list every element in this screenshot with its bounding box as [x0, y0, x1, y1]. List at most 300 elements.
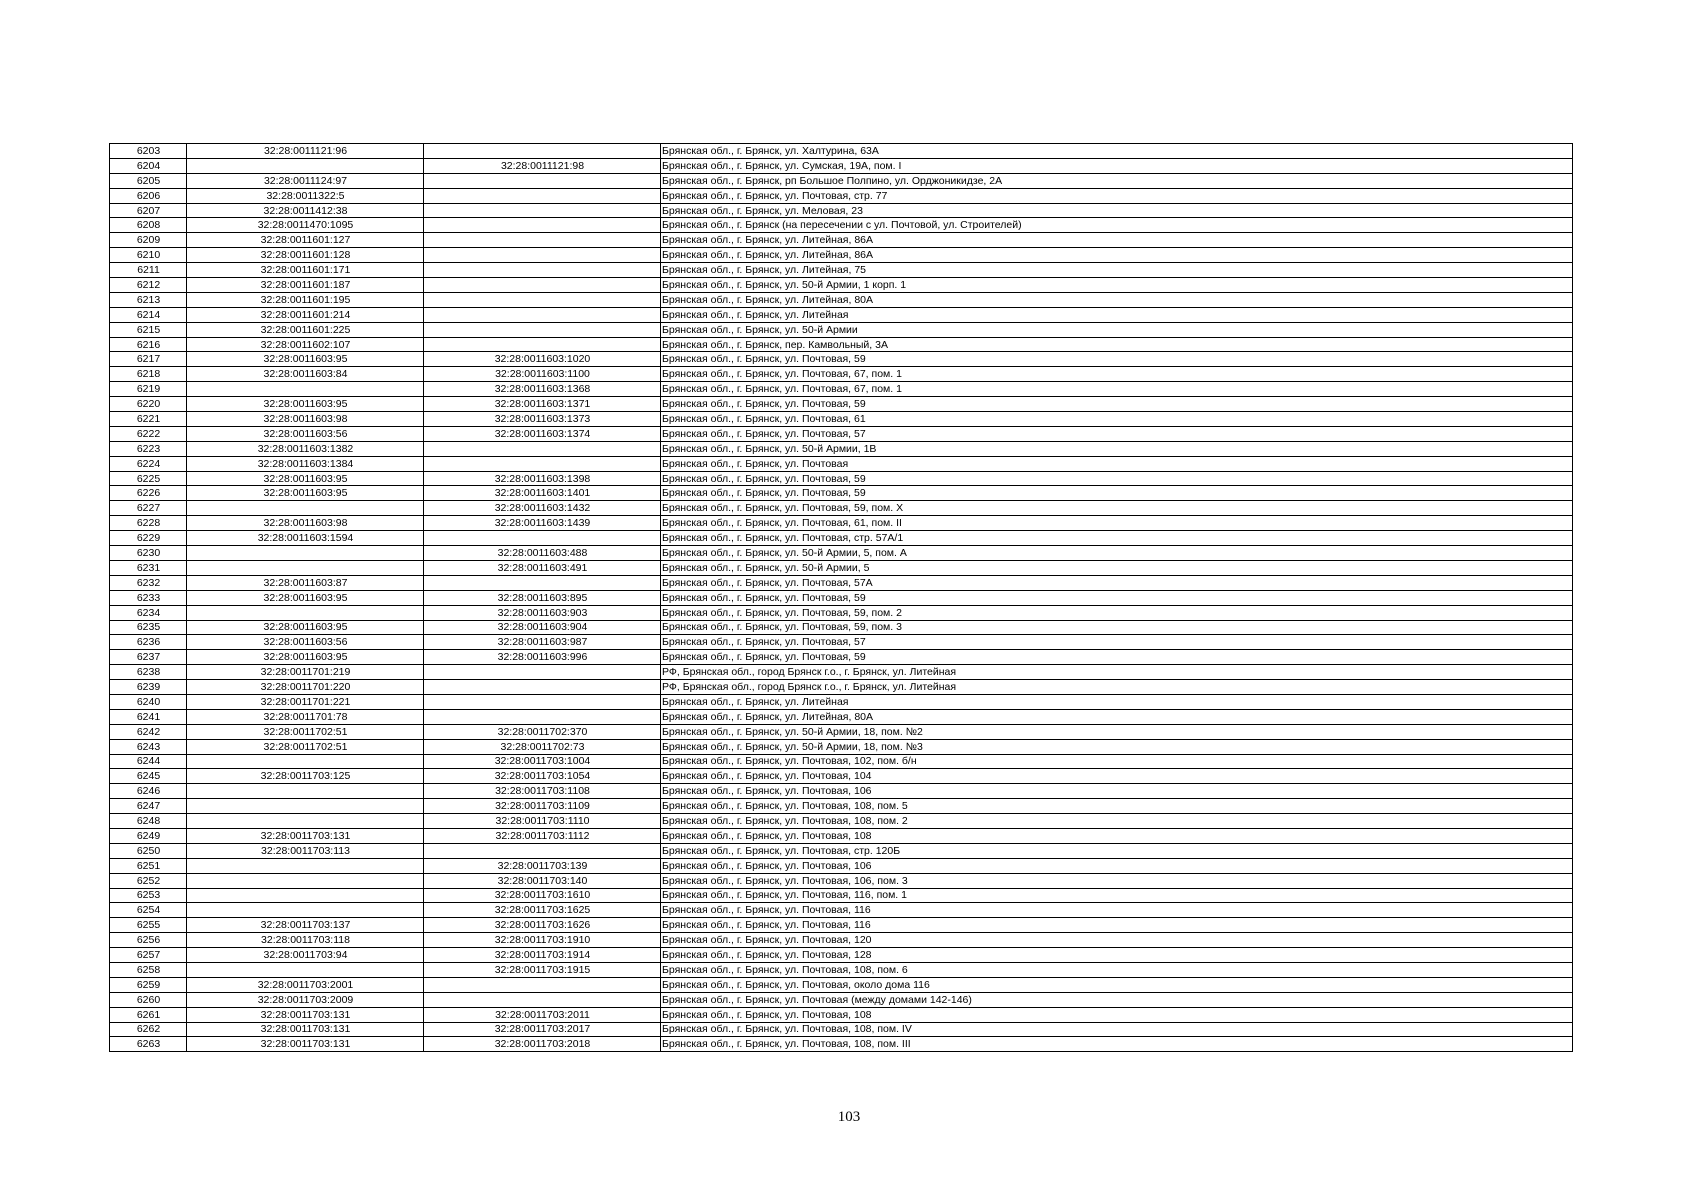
row-number-cell: 6211: [110, 263, 187, 278]
address-cell: Брянская обл., г. Брянск, ул. Почтовая, 106: [661, 784, 1573, 799]
address-cell: Брянская обл., г. Брянск, ул. Литейная, 75: [661, 263, 1573, 278]
cadastral-number-cell: [187, 903, 424, 918]
building-cadastral-number-cell: [424, 531, 661, 546]
cadastral-number-cell: 32:28:0011702:51: [187, 724, 424, 739]
table-row: [110, 828, 1573, 843]
cadastral-number-cell: 32:28:0011701:219: [187, 665, 424, 680]
building-cadastral-number-cell: [424, 203, 661, 218]
row-number-cell: 6237: [110, 650, 187, 665]
row-number-cell: 6232: [110, 575, 187, 590]
address-cell: Брянская обл., г. Брянск, ул. Почтовая, 61: [661, 412, 1573, 427]
table-row: [110, 962, 1573, 977]
address-cell: Брянская обл., г. Брянск, ул. Почтовая, 108, пом. 5: [661, 799, 1573, 814]
table-row: [110, 620, 1573, 635]
registry-table-body: [110, 144, 1573, 1052]
address-cell: Брянская обл., г. Брянск, ул. Почтовая, 59, пом. X: [661, 501, 1573, 516]
cadastral-number-cell: 32:28:0011702:51: [187, 739, 424, 754]
table-row: [110, 694, 1573, 709]
cadastral-number-cell: [187, 962, 424, 977]
table-row: [110, 278, 1573, 293]
building-cadastral-number-cell: [424, 248, 661, 263]
building-cadastral-number-cell: 32:28:0011603:996: [424, 650, 661, 665]
row-number-cell: 6228: [110, 516, 187, 531]
building-cadastral-number-cell: [424, 292, 661, 307]
cadastral-number-cell: 32:28:0011703:118: [187, 933, 424, 948]
building-cadastral-number-cell: [424, 680, 661, 695]
address-cell: Брянская обл., г. Брянск, ул. Литейная, 86А: [661, 248, 1573, 263]
address-cell: Брянская обл., г. Брянск, ул. Литейная: [661, 694, 1573, 709]
table-row: [110, 977, 1573, 992]
row-number-cell: 6208: [110, 218, 187, 233]
table-row: [110, 322, 1573, 337]
cadastral-number-cell: [187, 501, 424, 516]
building-cadastral-number-cell: 32:28:0011703:1054: [424, 769, 661, 784]
cadastral-number-cell: [187, 814, 424, 829]
cadastral-number-cell: 32:28:0011601:195: [187, 292, 424, 307]
cadastral-number-cell: 32:28:0011703:131: [187, 1007, 424, 1022]
table-row: [110, 992, 1573, 1007]
table-row: [110, 382, 1573, 397]
address-cell: Брянская обл., г. Брянск, ул. Почтовая, 59: [661, 486, 1573, 501]
building-cadastral-number-cell: 32:28:0011603:987: [424, 635, 661, 650]
table-row: [110, 337, 1573, 352]
cadastral-number-cell: [187, 799, 424, 814]
address-cell: Брянская обл., г. Брянск, ул. Почтовая, стр. 77: [661, 188, 1573, 203]
building-cadastral-number-cell: 32:28:0011703:1109: [424, 799, 661, 814]
cadastral-number-cell: 32:28:0011601:187: [187, 278, 424, 293]
building-cadastral-number-cell: 32:28:0011603:904: [424, 620, 661, 635]
row-number-cell: 6226: [110, 486, 187, 501]
cadastral-number-cell: 32:28:0011603:98: [187, 412, 424, 427]
building-cadastral-number-cell: 32:28:0011603:1374: [424, 426, 661, 441]
address-cell: Брянская обл., г. Брянск, рп Большое Полпино, ул. Орджоникидзе, 2А: [661, 173, 1573, 188]
row-number-cell: 6247: [110, 799, 187, 814]
table-row: [110, 546, 1573, 561]
row-number-cell: 6241: [110, 709, 187, 724]
table-row: [110, 590, 1573, 605]
cadastral-number-cell: [187, 784, 424, 799]
building-cadastral-number-cell: 32:28:0011703:1112: [424, 828, 661, 843]
building-cadastral-number-cell: [424, 278, 661, 293]
address-cell: Брянская обл., г. Брянск, ул. Почтовая, 106, пом. 3: [661, 873, 1573, 888]
cadastral-number-cell: 32:28:0011603:56: [187, 426, 424, 441]
building-cadastral-number-cell: 32:28:0011703:139: [424, 858, 661, 873]
address-cell: Брянская обл., г. Брянск, ул. Почтовая, 116, пом. 1: [661, 888, 1573, 903]
table-row: [110, 799, 1573, 814]
building-cadastral-number-cell: [424, 218, 661, 233]
cadastral-number-cell: [187, 888, 424, 903]
address-cell: Брянская обл., г. Брянск, ул. Литейная, 86А: [661, 233, 1573, 248]
address-cell: Брянская обл., г. Брянск, ул. Литейная, 80А: [661, 709, 1573, 724]
row-number-cell: 6253: [110, 888, 187, 903]
row-number-cell: 6261: [110, 1007, 187, 1022]
building-cadastral-number-cell: 32:28:0011603:1368: [424, 382, 661, 397]
address-cell: Брянская обл., г. Брянск, ул. Почтовая, 108, пом. 6: [661, 962, 1573, 977]
building-cadastral-number-cell: [424, 322, 661, 337]
table-row: [110, 665, 1573, 680]
cadastral-number-cell: 32:28:0011703:2001: [187, 977, 424, 992]
cadastral-number-cell: 32:28:0011470:1095: [187, 218, 424, 233]
address-cell: Брянская обл., г. Брянск, ул. Почтовая, стр. 120Б: [661, 843, 1573, 858]
registry-table: [109, 143, 1573, 1052]
table-row: [110, 560, 1573, 575]
table-row: [110, 739, 1573, 754]
row-number-cell: 6257: [110, 948, 187, 963]
row-number-cell: 6244: [110, 754, 187, 769]
building-cadastral-number-cell: 32:28:0011121:98: [424, 158, 661, 173]
row-number-cell: 6263: [110, 1037, 187, 1052]
table-row: [110, 412, 1573, 427]
row-number-cell: 6219: [110, 382, 187, 397]
building-cadastral-number-cell: 32:28:0011703:1108: [424, 784, 661, 799]
cadastral-number-cell: 32:28:0011601:171: [187, 263, 424, 278]
table-row: [110, 605, 1573, 620]
row-number-cell: 6251: [110, 858, 187, 873]
address-cell: Брянская обл., г. Брянск, ул. 50-й Армии, 1 корп. 1: [661, 278, 1573, 293]
cadastral-number-cell: 32:28:0011603:95: [187, 590, 424, 605]
address-cell: Брянская обл., г. Брянск, ул. Почтовая, 59, пом. 2: [661, 605, 1573, 620]
row-number-cell: 6224: [110, 456, 187, 471]
table-row: [110, 471, 1573, 486]
row-number-cell: 6216: [110, 337, 187, 352]
row-number-cell: 6212: [110, 278, 187, 293]
building-cadastral-number-cell: [424, 709, 661, 724]
cadastral-number-cell: 32:28:0011703:125: [187, 769, 424, 784]
table-row: [110, 1022, 1573, 1037]
building-cadastral-number-cell: [424, 992, 661, 1007]
building-cadastral-number-cell: [424, 233, 661, 248]
row-number-cell: 6246: [110, 784, 187, 799]
building-cadastral-number-cell: 32:28:0011603:1020: [424, 352, 661, 367]
address-cell: РФ, Брянская обл., город Брянск г.о., г. Брянск, ул. Литейная: [661, 665, 1573, 680]
building-cadastral-number-cell: 32:28:0011703:1626: [424, 918, 661, 933]
cadastral-number-cell: 32:28:0011603:1382: [187, 441, 424, 456]
row-number-cell: 6233: [110, 590, 187, 605]
row-number-cell: 6209: [110, 233, 187, 248]
cadastral-number-cell: 32:28:0011603:95: [187, 471, 424, 486]
building-cadastral-number-cell: [424, 665, 661, 680]
building-cadastral-number-cell: [424, 843, 661, 858]
address-cell: Брянская обл., г. Брянск, ул. Почтовая, 108: [661, 828, 1573, 843]
row-number-cell: 6230: [110, 546, 187, 561]
address-cell: Брянская обл., г. Брянск, ул. Почтовая, 102, пом. б/н: [661, 754, 1573, 769]
building-cadastral-number-cell: 32:28:0011603:488: [424, 546, 661, 561]
table-row: [110, 367, 1573, 382]
table-row: [110, 575, 1573, 590]
address-cell: Брянская обл., г. Брянск, ул. Почтовая, 116: [661, 903, 1573, 918]
cadastral-number-cell: 32:28:0011603:84: [187, 367, 424, 382]
address-cell: Брянская обл., г. Брянск, пер. Камвольный, 3А: [661, 337, 1573, 352]
row-number-cell: 6252: [110, 873, 187, 888]
row-number-cell: 6235: [110, 620, 187, 635]
address-cell: Брянская обл., г. Брянск, ул. 50-й Армии, 18, пом. №3: [661, 739, 1573, 754]
table-row: [110, 858, 1573, 873]
cadastral-number-cell: 32:28:0011603:95: [187, 486, 424, 501]
address-cell: Брянская обл., г. Брянск, ул. Почтовая, 108, пом. 2: [661, 814, 1573, 829]
building-cadastral-number-cell: 32:28:0011702:73: [424, 739, 661, 754]
table-row: [110, 203, 1573, 218]
cadastral-number-cell: 32:28:0011703:137: [187, 918, 424, 933]
row-number-cell: 6258: [110, 962, 187, 977]
row-number-cell: 6234: [110, 605, 187, 620]
row-number-cell: 6220: [110, 397, 187, 412]
table-row: [110, 680, 1573, 695]
cadastral-number-cell: 32:28:0011703:131: [187, 1037, 424, 1052]
cadastral-number-cell: 32:28:0011701:78: [187, 709, 424, 724]
row-number-cell: 6215: [110, 322, 187, 337]
building-cadastral-number-cell: [424, 173, 661, 188]
cadastral-number-cell: 32:28:0011603:1384: [187, 456, 424, 471]
address-cell: Брянская обл., г. Брянск, ул. Почтовая, 106: [661, 858, 1573, 873]
cadastral-number-cell: 32:28:0011703:113: [187, 843, 424, 858]
table-row: [110, 307, 1573, 322]
cadastral-number-cell: 32:28:0011603:87: [187, 575, 424, 590]
row-number-cell: 6254: [110, 903, 187, 918]
row-number-cell: 6203: [110, 144, 187, 159]
address-cell: Брянская обл., г. Брянск, ул. 50-й Армии, 18, пом. №2: [661, 724, 1573, 739]
cadastral-number-cell: [187, 382, 424, 397]
address-cell: Брянская обл., г. Брянск, ул. Почтовая, 59: [661, 352, 1573, 367]
building-cadastral-number-cell: 32:28:0011603:1398: [424, 471, 661, 486]
cadastral-number-cell: 32:28:0011412:38: [187, 203, 424, 218]
address-cell: Брянская обл., г. Брянск, ул. Почтовая, 128: [661, 948, 1573, 963]
address-cell: Брянская обл., г. Брянск, ул. Почтовая (между домами 142-146): [661, 992, 1573, 1007]
table-row: [110, 724, 1573, 739]
row-number-cell: 6222: [110, 426, 187, 441]
building-cadastral-number-cell: 32:28:0011703:2011: [424, 1007, 661, 1022]
building-cadastral-number-cell: [424, 307, 661, 322]
cadastral-number-cell: [187, 605, 424, 620]
table-row: [110, 769, 1573, 784]
address-cell: Брянская обл., г. Брянск, ул. Почтовая, 104: [661, 769, 1573, 784]
address-cell: Брянская обл., г. Брянск, ул. Халтурина, 63А: [661, 144, 1573, 159]
table-row: [110, 144, 1573, 159]
table-row: [110, 173, 1573, 188]
cadastral-number-cell: 32:28:0011603:95: [187, 397, 424, 412]
building-cadastral-number-cell: 32:28:0011703:140: [424, 873, 661, 888]
cadastral-number-cell: [187, 546, 424, 561]
row-number-cell: 6256: [110, 933, 187, 948]
address-cell: Брянская обл., г. Брянск, ул. 50-й Армии, 5: [661, 560, 1573, 575]
row-number-cell: 6259: [110, 977, 187, 992]
building-cadastral-number-cell: 32:28:0011603:1371: [424, 397, 661, 412]
row-number-cell: 6240: [110, 694, 187, 709]
address-cell: Брянская обл., г. Брянск, ул. Почтовая, 59: [661, 397, 1573, 412]
table-row: [110, 933, 1573, 948]
cadastral-number-cell: 32:28:0011602:107: [187, 337, 424, 352]
building-cadastral-number-cell: 32:28:0011703:1110: [424, 814, 661, 829]
row-number-cell: 6223: [110, 441, 187, 456]
table-row: [110, 948, 1573, 963]
row-number-cell: 6236: [110, 635, 187, 650]
row-number-cell: 6225: [110, 471, 187, 486]
table-row: [110, 784, 1573, 799]
cadastral-number-cell: 32:28:0011322:5: [187, 188, 424, 203]
building-cadastral-number-cell: 32:28:0011703:2017: [424, 1022, 661, 1037]
building-cadastral-number-cell: 32:28:0011603:895: [424, 590, 661, 605]
cadastral-number-cell: 32:28:0011601:128: [187, 248, 424, 263]
address-cell: Брянская обл., г. Брянск, ул. Почтовая, 59: [661, 471, 1573, 486]
row-number-cell: 6245: [110, 769, 187, 784]
address-cell: Брянская обл., г. Брянск, ул. Почтовая, 108: [661, 1007, 1573, 1022]
row-number-cell: 6207: [110, 203, 187, 218]
cadastral-number-cell: 32:28:0011703:131: [187, 828, 424, 843]
table-row: [110, 263, 1573, 278]
address-cell: Брянская обл., г. Брянск, ул. 50-й Армии, 5, пом. А: [661, 546, 1573, 561]
table-row: [110, 1007, 1573, 1022]
cadastral-number-cell: [187, 560, 424, 575]
cadastral-number-cell: 32:28:0011603:98: [187, 516, 424, 531]
address-cell: Брянская обл., г. Брянск, ул. Почтовая, 59: [661, 590, 1573, 605]
row-number-cell: 6250: [110, 843, 187, 858]
building-cadastral-number-cell: 32:28:0011603:1439: [424, 516, 661, 531]
row-number-cell: 6243: [110, 739, 187, 754]
table-row: [110, 918, 1573, 933]
page-number: 103: [837, 1109, 861, 1125]
row-number-cell: 6206: [110, 188, 187, 203]
table-row: [110, 516, 1573, 531]
row-number-cell: 6231: [110, 560, 187, 575]
building-cadastral-number-cell: 32:28:0011703:1915: [424, 962, 661, 977]
cadastral-number-cell: 32:28:0011701:220: [187, 680, 424, 695]
cadastral-number-cell: 32:28:0011603:95: [187, 650, 424, 665]
table-row: [110, 754, 1573, 769]
cadastral-number-cell: 32:28:0011124:97: [187, 173, 424, 188]
address-cell: Брянская обл., г. Брянск, ул. Почтовая: [661, 456, 1573, 471]
building-cadastral-number-cell: [424, 188, 661, 203]
building-cadastral-number-cell: 32:28:0011603:1401: [424, 486, 661, 501]
row-number-cell: 6214: [110, 307, 187, 322]
cadastral-number-cell: [187, 858, 424, 873]
table-row: [110, 1037, 1573, 1052]
building-cadastral-number-cell: 32:28:0011603:491: [424, 560, 661, 575]
address-cell: Брянская обл., г. Брянск, ул. Почтовая, 108, пом. IV: [661, 1022, 1573, 1037]
table-row: [110, 650, 1573, 665]
table-row: [110, 903, 1573, 918]
building-cadastral-number-cell: [424, 456, 661, 471]
cadastral-number-cell: [187, 754, 424, 769]
table-row: [110, 352, 1573, 367]
table-row: [110, 456, 1573, 471]
building-cadastral-number-cell: [424, 337, 661, 352]
row-number-cell: 6218: [110, 367, 187, 382]
table-row: [110, 531, 1573, 546]
row-number-cell: 6204: [110, 158, 187, 173]
table-row: [110, 888, 1573, 903]
row-number-cell: 6217: [110, 352, 187, 367]
row-number-cell: 6242: [110, 724, 187, 739]
address-cell: Брянская обл., г. Брянск, ул. Литейная, 80А: [661, 292, 1573, 307]
row-number-cell: 6205: [110, 173, 187, 188]
row-number-cell: 6213: [110, 292, 187, 307]
address-cell: Брянская обл., г. Брянск, ул. Почтовая, 57А: [661, 575, 1573, 590]
address-cell: Брянская обл., г. Брянск (на пересечении с ул. Почтовой, ул. Строителей): [661, 218, 1573, 233]
building-cadastral-number-cell: [424, 263, 661, 278]
cadastral-number-cell: 32:28:0011703:94: [187, 948, 424, 963]
building-cadastral-number-cell: 32:28:0011603:1432: [424, 501, 661, 516]
building-cadastral-number-cell: 32:28:0011603:1100: [424, 367, 661, 382]
table-row: [110, 233, 1573, 248]
table-row: [110, 218, 1573, 233]
table-row: [110, 188, 1573, 203]
table-row: [110, 486, 1573, 501]
address-cell: Брянская обл., г. Брянск, ул. Почтовая, 67, пом. 1: [661, 382, 1573, 397]
table-row: [110, 814, 1573, 829]
cadastral-number-cell: 32:28:0011601:225: [187, 322, 424, 337]
address-cell: Брянская обл., г. Брянск, ул. 50-й Армии, 1В: [661, 441, 1573, 456]
row-number-cell: 6227: [110, 501, 187, 516]
cadastral-number-cell: 32:28:0011603:95: [187, 352, 424, 367]
cadastral-number-cell: 32:28:0011701:221: [187, 694, 424, 709]
table-row: [110, 292, 1573, 307]
cadastral-number-cell: 32:28:0011601:214: [187, 307, 424, 322]
table-row: [110, 501, 1573, 516]
table-row: [110, 441, 1573, 456]
building-cadastral-number-cell: 32:28:0011703:1914: [424, 948, 661, 963]
cadastral-number-cell: 32:28:0011703:131: [187, 1022, 424, 1037]
row-number-cell: 6262: [110, 1022, 187, 1037]
building-cadastral-number-cell: 32:28:0011703:2018: [424, 1037, 661, 1052]
building-cadastral-number-cell: 32:28:0011703:1004: [424, 754, 661, 769]
table-row: [110, 873, 1573, 888]
building-cadastral-number-cell: [424, 575, 661, 590]
table-row: [110, 635, 1573, 650]
cadastral-number-cell: [187, 873, 424, 888]
address-cell: Брянская обл., г. Брянск, ул. Почтовая, 67, пом. 1: [661, 367, 1573, 382]
address-cell: Брянская обл., г. Брянск, ул. Почтовая, 108, пом. III: [661, 1037, 1573, 1052]
address-cell: Брянская обл., г. Брянск, ул. Почтовая, 120: [661, 933, 1573, 948]
building-cadastral-number-cell: 32:28:0011703:1625: [424, 903, 661, 918]
cadastral-number-cell: 32:28:0011603:95: [187, 620, 424, 635]
row-number-cell: 6210: [110, 248, 187, 263]
row-number-cell: 6239: [110, 680, 187, 695]
row-number-cell: 6229: [110, 531, 187, 546]
table-row: [110, 843, 1573, 858]
cadastral-number-cell: 32:28:0011121:96: [187, 144, 424, 159]
row-number-cell: 6248: [110, 814, 187, 829]
row-number-cell: 6255: [110, 918, 187, 933]
row-number-cell: 6249: [110, 828, 187, 843]
building-cadastral-number-cell: 32:28:0011703:1910: [424, 933, 661, 948]
table-row: [110, 426, 1573, 441]
building-cadastral-number-cell: 32:28:0011702:370: [424, 724, 661, 739]
cadastral-number-cell: 32:28:0011603:56: [187, 635, 424, 650]
building-cadastral-number-cell: 32:28:0011603:903: [424, 605, 661, 620]
building-cadastral-number-cell: 32:28:0011603:1373: [424, 412, 661, 427]
address-cell: Брянская обл., г. Брянск, ул. Меловая, 23: [661, 203, 1573, 218]
building-cadastral-number-cell: [424, 694, 661, 709]
cadastral-number-cell: 32:28:0011603:1594: [187, 531, 424, 546]
building-cadastral-number-cell: [424, 144, 661, 159]
address-cell: Брянская обл., г. Брянск, ул. Литейная: [661, 307, 1573, 322]
building-cadastral-number-cell: [424, 977, 661, 992]
cadastral-number-cell: 32:28:0011703:2009: [187, 992, 424, 1007]
row-number-cell: 6221: [110, 412, 187, 427]
address-cell: РФ, Брянская обл., город Брянск г.о., г. Брянск, ул. Литейная: [661, 680, 1573, 695]
row-number-cell: 6260: [110, 992, 187, 1007]
address-cell: Брянская обл., г. Брянск, ул. Почтовая, 59: [661, 650, 1573, 665]
cadastral-number-cell: 32:28:0011601:127: [187, 233, 424, 248]
address-cell: Брянская обл., г. Брянск, ул. 50-й Армии: [661, 322, 1573, 337]
building-cadastral-number-cell: 32:28:0011703:1610: [424, 888, 661, 903]
address-cell: Брянская обл., г. Брянск, ул. Почтовая, около дома 116: [661, 977, 1573, 992]
address-cell: Брянская обл., г. Брянск, ул. Почтовая, 116: [661, 918, 1573, 933]
table-row: [110, 397, 1573, 412]
building-cadastral-number-cell: [424, 441, 661, 456]
address-cell: Брянская обл., г. Брянск, ул. Сумская, 19А, пом. I: [661, 158, 1573, 173]
address-cell: Брянская обл., г. Брянск, ул. Почтовая, 61, пом. II: [661, 516, 1573, 531]
table-row: [110, 158, 1573, 173]
